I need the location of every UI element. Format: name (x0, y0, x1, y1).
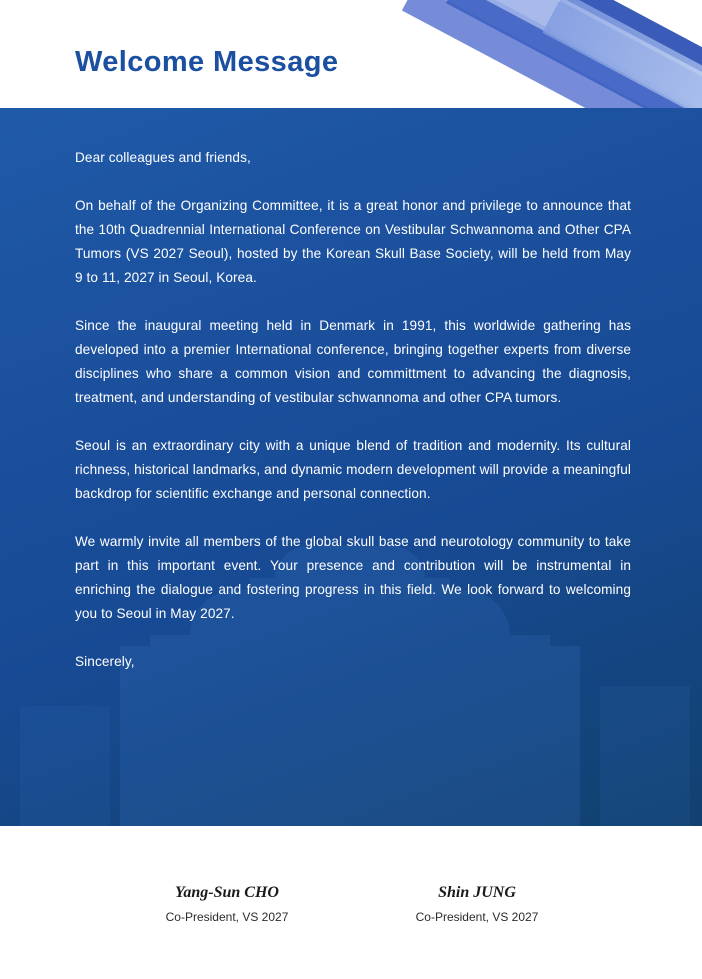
letter-paragraph-4: We warmly invite all members of the global skull base and neurotology community to take part in this important event. Your presence and contribution will be instrumental in enriching the dialogue and fostering progress in this field. We look forward to welcoming you to Seoul in May 2027. (75, 534, 631, 621)
letter-closing: Sincerely, (75, 654, 135, 669)
signatory-block-2 (357, 884, 597, 924)
letter-paragraph-3: Seoul is an extraordinary city with a unique blend of tradition and modernity. Its cultural richness, historical landmarks, and dynamic modern development will provide a meaningful backdrop for scientific exchange and personal connection. (75, 438, 631, 501)
letter-paragraph-2: Since the inaugural meeting held in Denmark in 1991, this worldwide gathering has developed into a premier International conference, bringing together experts from diverse disciplines who share a common vision and committment to advancing the diagnosis, treatment, and understanding of vestibular schwannoma and other CPA tumors. (75, 318, 631, 405)
page-title: Welcome Message (75, 46, 339, 78)
welcome-letter (75, 146, 631, 674)
signatory-block-1 (107, 884, 347, 924)
signatory-role: Co-President, VS 2027 (415, 910, 539, 924)
letter-paragraph-1: On behalf of the Organizing Committee, it is a great honor and privilege to announce that the 10th Quadrennial International Conference on Vestibular Schwannoma and Other CPA Tumors (VS 2027 Seoul), hosted by the Korean Skull Base Society, will be held from May 9 to 11, 2027 in Seoul, Korea. (75, 198, 631, 285)
message-panel (0, 108, 702, 826)
signatory-names (0, 826, 702, 979)
ribbon-decoration (392, 0, 702, 108)
signatory-name: Shin JUNG (438, 884, 516, 901)
page-header (0, 0, 702, 108)
signatory-role: Co-President, VS 2027 (165, 910, 289, 924)
letter-salutation: Dear colleagues and friends, (75, 150, 251, 165)
signatory-name: Yang-Sun CHO (175, 884, 279, 901)
